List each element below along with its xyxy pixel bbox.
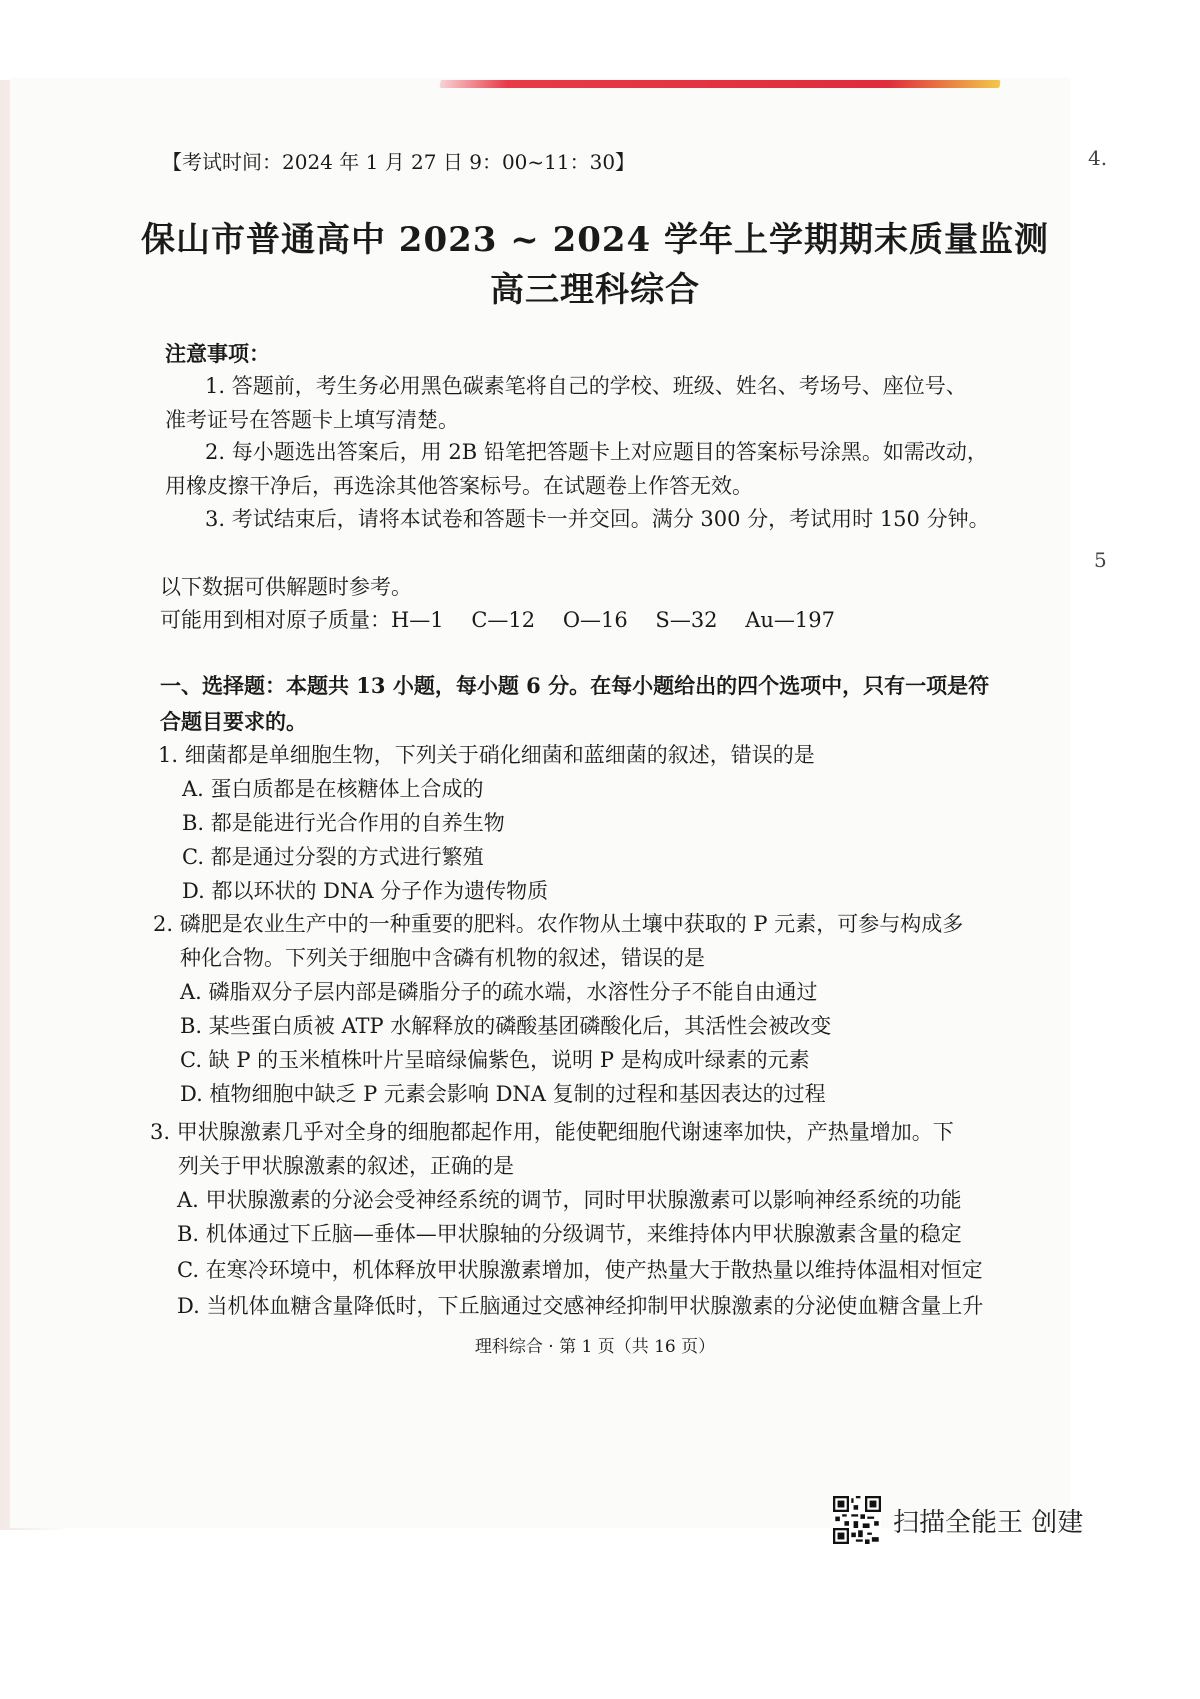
note-line: 用橡皮擦干净后，再选涂其他答案标号。在试题卷上作答无效。 — [165, 474, 753, 498]
exam-title: 保山市普通高中 2023 ~ 2024 学年上学期期末质量监测 — [140, 220, 1050, 260]
question-3-stem-cont: 列关于甲状腺激素的叙述，正确的是 — [178, 1154, 514, 1178]
question-1-option-b: B. 都是能进行光合作用的自养生物 — [182, 811, 505, 835]
page-footer: 理科综合 · 第 1 页（共 16 页） — [474, 1337, 716, 1357]
question-2-option-a: A. 磷脂双分子层内部是磷脂分子的疏水端，水溶性分子不能自由通过 — [180, 980, 818, 1004]
question-1-option-c: C. 都是通过分裂的方式进行繁殖 — [182, 845, 484, 869]
exam-time: 【考试时间：2024 年 1 月 27 日 9：00~11：30】 — [162, 150, 636, 174]
qr-code-icon — [833, 1496, 881, 1544]
note-line: 1. 答题前，考生务必用黑色碳素笔将自己的学校、班级、姓名、考场号、座位号、 — [205, 374, 967, 398]
note-line: 准考证号在答题卡上填写清楚。 — [165, 408, 459, 432]
question-2-stem: 2. 磷肥是农业生产中的一种重要的肥料。农作物从土壤中获取的 P 元素，可参与构成多 — [153, 912, 964, 936]
margin-mark-2: 5 — [1094, 548, 1107, 572]
margin-mark-1: 4. — [1088, 146, 1108, 170]
note-line: 3. 考试结束后，请将本试卷和答题卡一并交回。满分 300 分，考试用时 150 分钟。 — [205, 507, 990, 531]
question-3-option-d: D. 当机体血糖含量降低时，下丘脑通过交感神经抑制甲状腺激素的分泌使血糖含量上升 — [177, 1294, 984, 1318]
question-3-option-a: A. 甲状腺激素的分泌会受神经系统的调节，同时甲状腺激素可以影响神经系统的功能 — [177, 1188, 962, 1212]
question-1-option-d: D. 都以环状的 DNA 分子作为遗传物质 — [182, 879, 549, 903]
top-red-strip — [439, 80, 1000, 88]
question-1-stem: 1. 细菌都是单细胞生物，下列关于硝化细菌和蓝细菌的叙述，错误的是 — [158, 743, 815, 767]
question-3-option-c: C. 在寒冷环境中，机体释放甲状腺激素增加，使产热量大于散热量以维持体温相对恒定 — [177, 1258, 983, 1282]
question-3-stem: 3. 甲状腺激素几乎对全身的细胞都起作用，能使靶细胞代谢速率加快，产热量增加。下 — [150, 1120, 954, 1144]
exam-subtitle: 高三理科综合 — [490, 270, 700, 310]
question-2-stem-cont: 种化合物。下列关于细胞中含磷有机物的叙述，错误的是 — [180, 946, 705, 970]
note-line: 2. 每小题选出答案后，用 2B 铅笔把答题卡上对应题目的答案标号涂黑。如需改动， — [205, 440, 988, 464]
section-heading-cont: 合题目要求的。 — [160, 709, 307, 734]
scanner-watermark — [833, 1496, 1083, 1544]
question-2-option-b: B. 某些蛋白质被 ATP 水解释放的磷酸基团磷酸化后，其活性会被改变 — [180, 1014, 832, 1038]
question-2-option-d: D. 植物细胞中缺乏 P 元素会影响 DNA 复制的过程和基因表达的过程 — [180, 1082, 826, 1106]
section-heading: 一、选择题：本题共 13 小题，每小题 6 分。在每小题给出的四个选项中，只有一项是符 — [160, 673, 990, 698]
scanner-label: 扫描全能王 创建 — [893, 1507, 1084, 1538]
atomic-masses: 可能用到相对原子质量：H—1 C—12 O—16 S—32 Au—197 — [160, 608, 835, 632]
question-1-option-a: A. 蛋白质都是在核糖体上合成的 — [182, 777, 484, 801]
reference-intro: 以下数据可供解题时参考。 — [160, 575, 412, 599]
notes-heading: 注意事项： — [165, 341, 270, 366]
question-2-option-c: C. 缺 P 的玉米植株叶片呈暗绿偏紫色，说明 P 是构成叶绿素的元素 — [180, 1048, 810, 1072]
question-3-option-b: B. 机体通过下丘脑—垂体—甲状腺轴的分级调节，来维持体内甲状腺激素含量的稳定 — [177, 1222, 962, 1246]
